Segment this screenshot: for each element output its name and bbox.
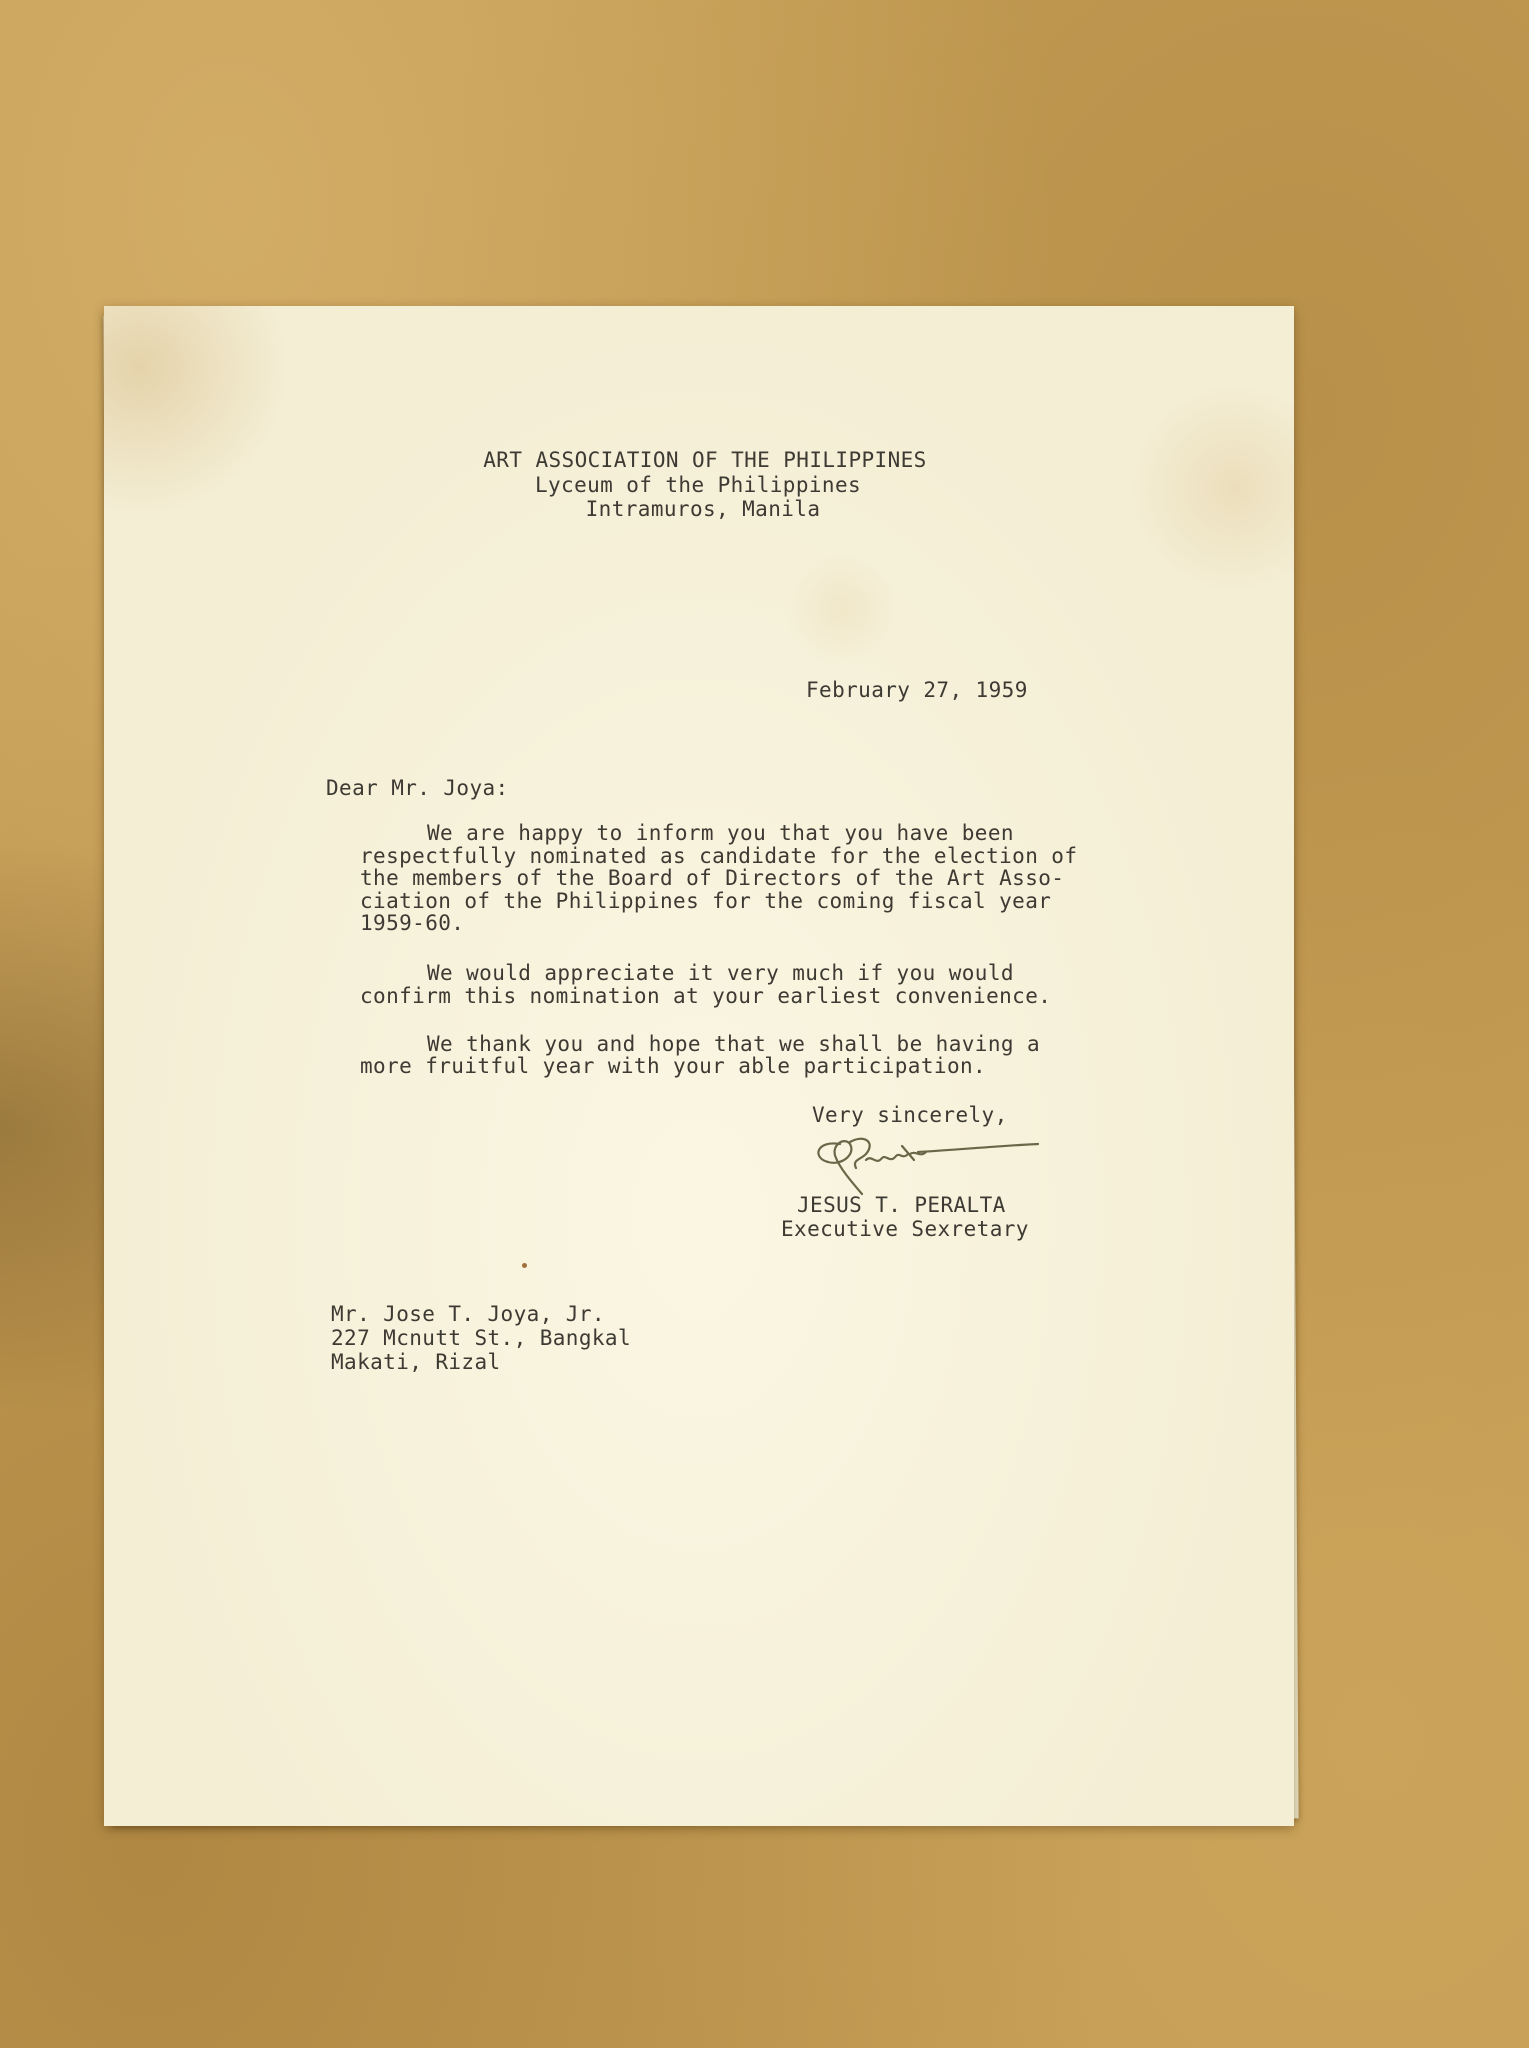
recipient-name: Mr. Jose T. Joya, Jr. [331, 1302, 605, 1326]
paragraph-3-line-1: We thank you and hope that we shall be having a [427, 1032, 1041, 1056]
letterhead-venue: Lyceum of the Philippines [534, 473, 862, 497]
paper-speck [522, 1263, 527, 1268]
recipient-city: Makati, Rizal [331, 1350, 501, 1374]
paragraph-1-line-2: respectfully nominated as candidate for the election of [360, 844, 1078, 868]
recipient-street: 227 Mcnutt St., Bangkal [331, 1326, 631, 1350]
paragraph-1-line-4: ciation of the Philippines for the coming fiscal year [360, 889, 1052, 913]
paragraph-1-line-1: We are happy to inform you that you have been [427, 821, 1014, 845]
paragraph-2-line-2: confirm this nomination at your earliest convenience. [360, 984, 1052, 1008]
closing: Very sincerely, [812, 1103, 1008, 1127]
letterhead-organization: ART ASSOCIATION OF THE PHILIPPINES [483, 448, 927, 472]
letterhead-city: Intramuros, Manila [585, 497, 821, 521]
signer-title: Executive Sexretary [781, 1217, 1029, 1241]
paragraph-3-line-2: more fruitful year with your able participation. [360, 1054, 987, 1078]
salutation: Dear Mr. Joya: [326, 776, 509, 800]
letter-date: February 27, 1959 [806, 678, 1028, 702]
signer-name: JESUS T. PERALTA [797, 1193, 1006, 1217]
paragraph-2-line-1: We would appreciate it very much if you would [427, 961, 1014, 985]
paragraph-1-line-5: 1959-60. [360, 911, 465, 935]
handwritten-signature [806, 1124, 1042, 1204]
paragraph-1-line-3: the members of the Board of Directors of the Art Asso- [360, 866, 1065, 890]
